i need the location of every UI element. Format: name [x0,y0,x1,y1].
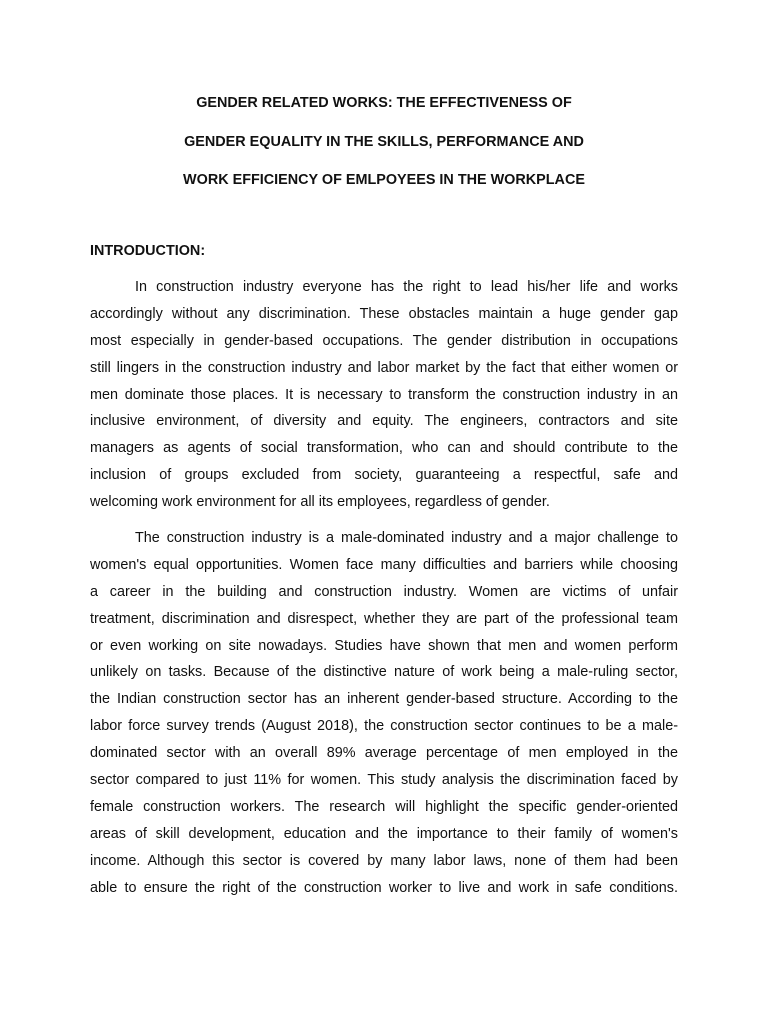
paragraph-line: labor force survey trends (August 2018), the construction sector continues to be a male- [90,718,678,735]
paragraph-line: areas of skill development, education and the importance to their family of women's [90,825,678,842]
paragraph-line: female construction workers. The research will highlight the specific gender-oriented [90,798,678,815]
title-line: WORK EFFICIENCY OF EMLPOYEES IN THE WORKPLACE [183,172,585,188]
paragraph-line: inclusive environment, of diversity and equity. The engineers, contractors and site [90,413,678,430]
paragraph-line: inclusion of groups excluded from society, guaranteeing a respectful, safe and [90,467,678,484]
paragraph-line: income. Although this sector is covered by many labor laws, none of them had been [90,852,678,869]
paragraph-line: treatment, discrimination and disrespect, whether they are part of the professional team [90,610,678,627]
paragraph-line: still lingers in the construction industry and labor market by the fact that either women or [90,359,678,376]
paragraph-line: dominated sector with an overall 89% average percentage of men employed in the [90,745,678,762]
paragraph-line: or even working on site nowadays. Studies have shown that men and women perform [90,637,678,654]
paragraph-line: women's equal opportunities. Women face many difficulties and barriers while choosing [90,556,678,573]
title-line: GENDER EQUALITY IN THE SKILLS, PERFORMANCE AND [184,133,584,150]
section-heading-introduction: INTRODUCTION: [90,243,206,259]
title-line: GENDER RELATED WORKS: THE EFFECTIVENESS OF [196,95,572,111]
paragraph-line: The construction industry is a male-dominated industry and a major challenge to [135,530,678,546]
paragraph-line: a career in the building and construction industry. Women are victims of unfair [90,583,678,600]
paragraph-line: sector compared to just 11% for women. This study analysis the discrimination faced by [90,772,678,789]
paragraph-line: managers as agents of social transformation, who can and should contribute to the [90,440,678,457]
paragraph-line: able to ensure the right of the construction worker to live and work in safe conditions. [90,879,678,896]
paragraph-line: most especially in gender-based occupations. The gender distribution in occupations [90,332,678,349]
paragraph-line: the Indian construction sector has an inherent gender-based structure. According to the [90,691,678,708]
paragraph-1 [90,276,678,518]
paragraph-line: unlikely on tasks. Because of the distinctive nature of work being a male-ruling sector, [90,664,678,681]
paragraph-line: men dominate those places. It is necessary to transform the construction industry in an [90,386,678,403]
document-title [90,92,678,208]
paragraph-2 [90,527,678,903]
paragraph-line: welcoming work environment for all its employees, regardless of gender. [90,494,550,511]
paragraph-line: In construction industry everyone has the right to lead his/her life and works [135,279,678,295]
paragraph-line: accordingly without any discrimination. These obstacles maintain a huge gender gap [90,305,678,322]
